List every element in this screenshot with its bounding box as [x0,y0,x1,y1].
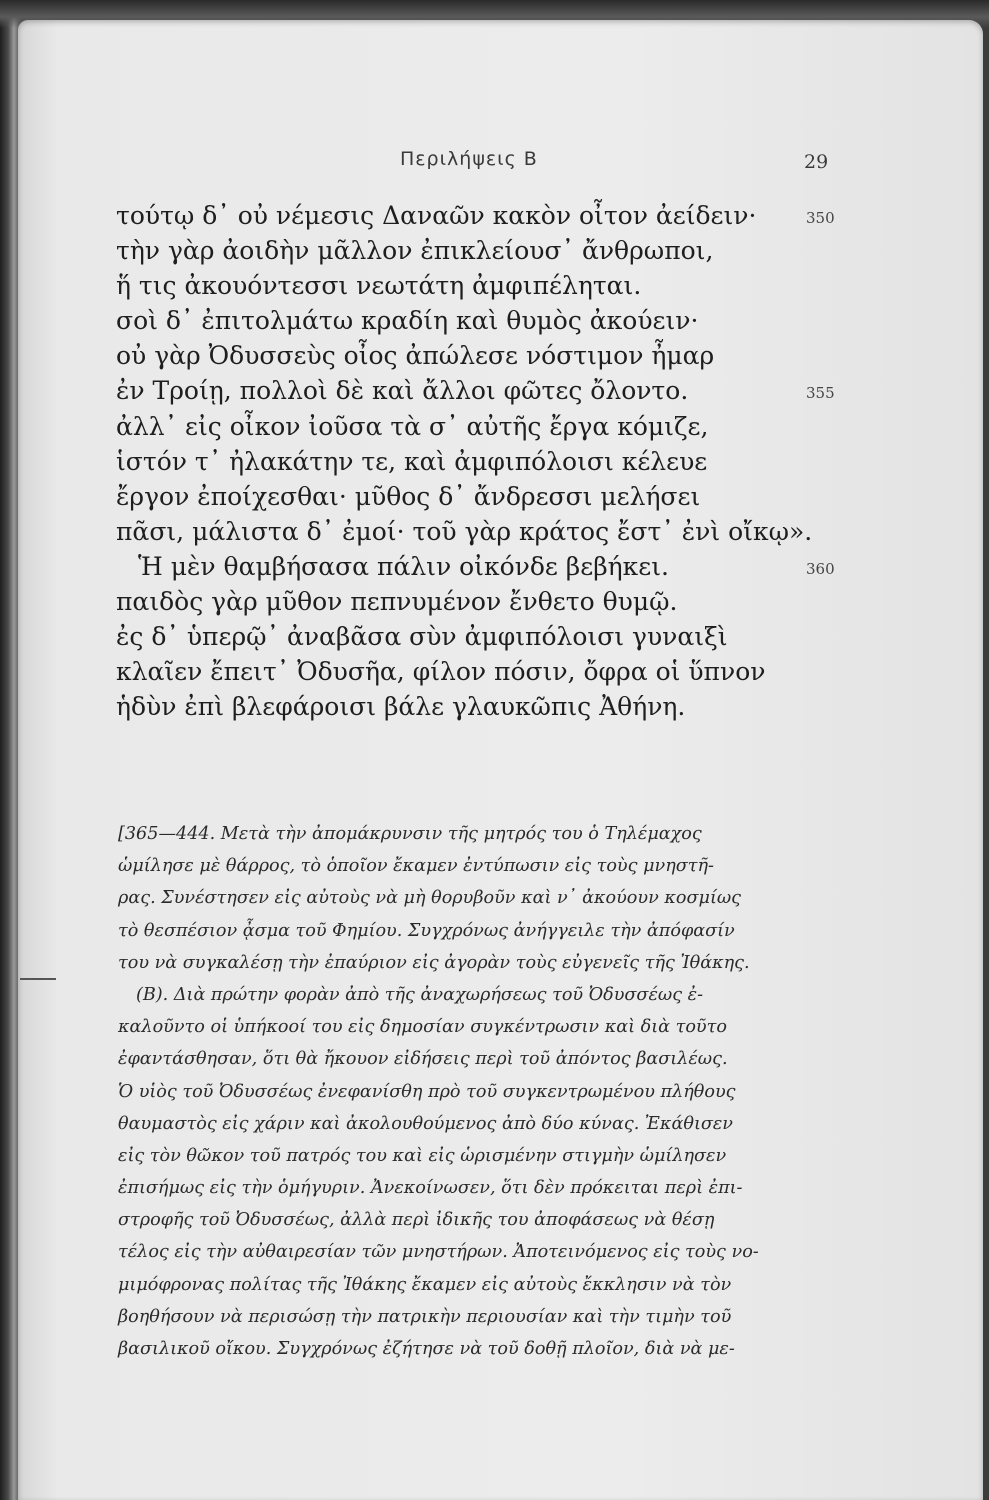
commentary-line: ὡμίλησε μὲ θάρρος, τὸ ὁποῖον ἔκαμεν ἐντύπωσιν εἰς τοὺς μνηστῆ- [118,856,714,877]
verse-line [116,303,936,338]
verse-line [116,619,936,654]
line-number: 350 [806,209,835,227]
verse-line [116,584,936,619]
verse-line [116,268,936,303]
verse-line [116,444,936,479]
verse-text: σοὶ δ᾽ ἐπιτολμάτω κραδίη καὶ θυμὸς ἀκούειν· [116,306,699,336]
commentary-block [118,818,838,1365]
verse-line [116,373,936,408]
commentary-line: καλοῦντο οἱ ὑπήκοοί του εἰς δημοσίαν συγκέντρωσιν καὶ διὰ τοῦτο [118,1017,727,1038]
commentary-line: [365—444. Μετὰ τὴν ἀπομάκρυνσιν τῆς μητρός του ὁ Τηλέμαχος [118,824,702,844]
commentary-line: βασιλικοῦ οἴκου. Συγχρόνως ἐζήτησε νὰ τοῦ δοθῇ πλοῖον, διὰ νὰ με- [118,1339,735,1359]
margin-mark [20,978,56,980]
verse-text: ἔργον ἐποίχεσθαι· μῦθος δ᾽ ἄνδρεσσι μελήσει [116,481,701,511]
line-number: 355 [806,384,835,403]
verse-text: τὴν γὰρ ἀοιδὴν μᾶλλον ἐπικλείουσ᾽ ἄνθρωποι, [116,236,714,266]
page-header [18,144,983,174]
commentary-line: ρας. Συνέστησεν εἰς αὐτοὺς νὰ μὴ θορυβοῦν καὶ ν᾽ ἀκούουν κοσμίως [118,888,742,909]
verse-block [116,198,936,724]
commentary-line: ἐπισήμως εἰς τὴν ὁμήγυριν. Ἀνεκοίνωσεν, ὅτι δὲν πρόκειται περὶ ἐπι- [118,1178,743,1199]
commentary-line: θαυμαστὸς εἰς χάριν καὶ ἀκολουθούμενος ἀπὸ δύο κύνας. Ἐκάθισεν [118,1113,733,1134]
verse-line [116,654,936,689]
commentary-line: μιμόφρονας πολίτας τῆς Ἰθάκης ἔκαμεν εἰς αὐτοὺς ἔκκλησιν νὰ τὸν [118,1274,732,1295]
commentary-line: ἐφαντάσθησαν, ὅτι θὰ ἤκουον εἰδήσεις περὶ τοῦ ἀπόντος βασιλέως. [118,1049,728,1070]
commentary-line: (Β). Διὰ πρώτην φορὰν ἀπὸ τῆς ἀναχωρήσεως τοῦ Ὀδυσσέως ἐ- [136,984,704,1005]
verse-text: ἥ τις ἀκουόντεσσι νεωτάτη ἀμφιπέληται. [116,271,642,301]
page-number: 29 [804,151,829,173]
verse-text: ἱστόν τ᾽ ἠλακάτην τε, καὶ ἀμφιπόλοισι κέλευε [116,446,708,476]
verse-text: ἀλλ᾽ εἰς οἶκον ἰοῦσα τὰ σ᾽ αὐτῆς ἔργα κόμιζε, [116,411,709,441]
verse-line [116,479,936,514]
commentary-line: στροφῆς τοῦ Ὀδυσσέως, ἀλλὰ περὶ ἰδικῆς του ἀποφάσεως νὰ θέσῃ [118,1210,715,1231]
commentary-line: εἰς τὸν θῶκον τοῦ πατρός του καὶ εἰς ὡρισμένην στιγμὴν ὡμίλησεν [118,1145,727,1166]
verse-text: Ἡ μὲν θαμβήσασα πάλιν οἰκόνδε βεβήκει. [138,551,669,581]
verse-text: οὐ γὰρ Ὀδυσσεὺς οἶος ἀπώλεσε νόστιμον ἦμαρ [116,341,715,371]
verse-line [116,689,936,724]
verse-line [116,409,936,444]
line-number: 360 [806,559,835,578]
verse-line [116,338,936,373]
verse-text: κλαῖεν ἔπειτ᾽ Ὀδυσῆα, φίλον πόσιν, ὄφρα οἱ ὕπνον [116,657,766,687]
verse-text: ἡδὺν ἐπὶ βλεφάροισι βάλε γλαυκῶπις Ἀθήνη. [116,692,686,722]
commentary-line: βοηθήσουν νὰ περισώσῃ τὴν πατρικὴν περιουσίαν καὶ τὴν τιμὴν τοῦ [118,1306,732,1327]
commentary-line: του νὰ συγκαλέσῃ τὴν ἐπαύριον εἰς ἀγορὰν τοὺς εὐγενεῖς τῆς Ἰθάκης. [118,952,750,973]
verse-text: πᾶσι, μάλιστα δ᾽ ἐμοί· τοῦ γὰρ κράτος ἔστ᾽ ἐνὶ οἴκῳ». [116,516,813,546]
commentary-line: τέλος εἰς τὴν αὐθαιρεσίαν τῶν μνηστήρων. Ἀποτεινόμενος εἰς τοὺς νο- [118,1242,759,1263]
commentary-line: Ὁ υἱὸς τοῦ Ὀδυσσέως ἐνεφανίσθη πρὸ τοῦ συγκεντρωμένου πλήθους [118,1081,736,1102]
verse-line [116,198,936,233]
verse-line [116,514,936,549]
verse-text: ἐς δ᾽ ὑπερῷ᾽ ἀναβᾶσα σὺν ἀμφιπόλοισι γυναιξὶ [116,622,728,652]
running-head: Περιλήψεις Β [400,148,538,170]
verse-text: παιδὸς γὰρ μῦθον πεπνυμένον ἔνθετο θυμῷ. [116,587,678,617]
commentary-line: τὸ θεσπέσιον ᾆσμα τοῦ Φημίου. Συγχρόνως ἀνήγγειλε τὴν ἀπόφασίν [118,920,735,941]
verse-text: ἐν Τροίῃ, πολλοὶ δὲ καὶ ἄλλοι φῶτες ὄλοντο. [116,376,689,406]
book-page [18,20,983,1500]
verse-line [116,233,936,268]
verse-text: τούτῳ δ᾽ οὐ νέμεσις Δαναῶν κακὸν οἶτον ἀείδειν· [116,201,757,230]
verse-line [116,549,936,584]
